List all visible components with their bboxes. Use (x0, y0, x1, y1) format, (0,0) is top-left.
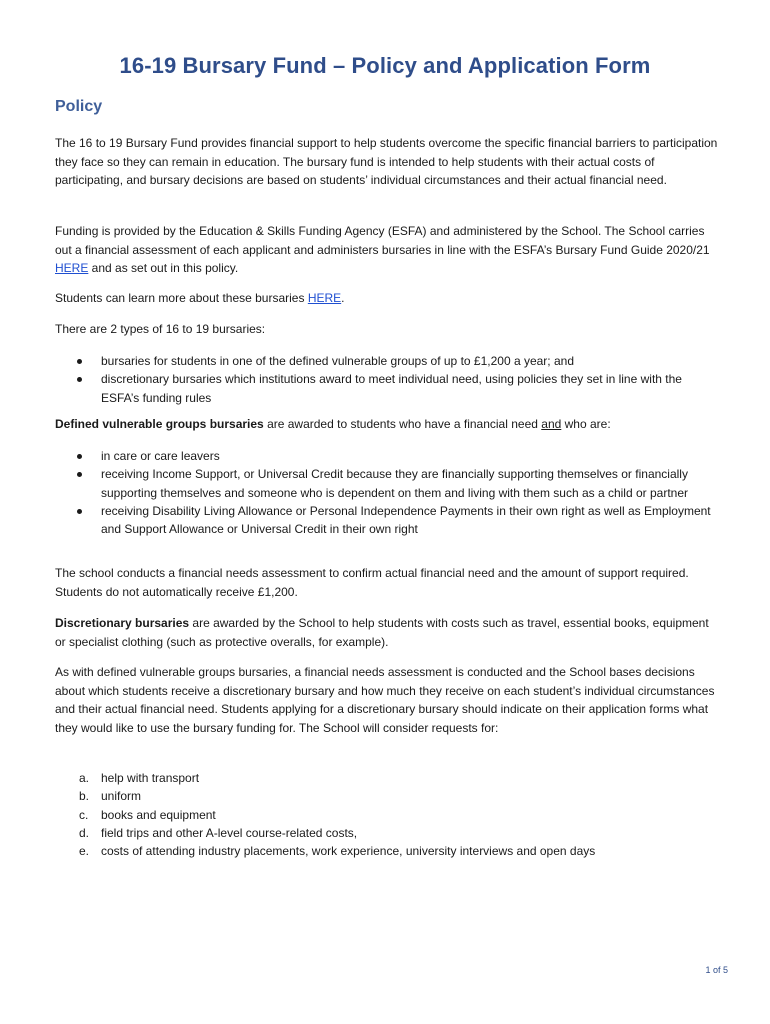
document-title: 16-19 Bursary Fund – Policy and Application Form (119, 53, 651, 78)
list-item: receiving Disability Living Allowance or Personal Independence Payments in their own right as well as Employment and Support Allowance or Universal Credit in their own right (55, 502, 720, 539)
paragraph-funding-tail: and as set out in this policy. (88, 261, 239, 276)
vulnerable-groups-list (55, 447, 720, 538)
list-item (55, 824, 720, 842)
list-item-text: books and equipment (101, 807, 216, 822)
discretionary-bold: Discretionary bursaries (55, 616, 190, 630)
paragraph-learn-more (55, 289, 720, 308)
list-item (55, 806, 720, 824)
list-item (55, 787, 720, 805)
list-marker: b. (79, 789, 90, 804)
list-item-text: field trips and other A-level course-related costs, (101, 825, 358, 840)
vulnerable-groups-bold: Defined vulnerable groups bursaries (55, 417, 264, 431)
list-item: bursaries for students in one of the defined vulnerable groups of up to £1,200 a year; and (55, 352, 720, 370)
list-item: discretionary bursaries which institutions award to meet individual need, using policies they set in line with the ESFA’s funding rules (55, 370, 720, 407)
bursary-types-list (55, 352, 720, 407)
vulnerable-groups-underline: and (541, 417, 562, 431)
list-item-text: help with transport (101, 771, 200, 785)
list-marker: c. (79, 807, 89, 822)
list-item-text: uniform (101, 789, 142, 804)
list-item: in care or care leavers (55, 447, 720, 465)
list-marker: a. (79, 771, 90, 785)
paragraph-vulnerable-groups (55, 415, 720, 434)
list-item: receiving Income Support, or Universal Credit because they are financially supporting themselves or financially supporting themselves and someone who is dependent on them and living with them such as a child or partner (55, 465, 720, 502)
list-marker: d. (79, 825, 90, 840)
paragraph-needs-assessment: The school conducts a financial needs assessment to confirm actual financial need and the amount of support required. Students do not automatically receive £1,200. (55, 566, 689, 599)
learn-more-link[interactable]: HERE (307, 291, 342, 305)
vulnerable-groups-text: are awarded to students who have a financial need (263, 417, 542, 431)
vulnerable-groups-tail: who are: (561, 417, 611, 431)
list-item (55, 769, 720, 787)
paragraph-requests-intro: As with defined vulnerable groups bursaries, a financial needs assessment is conducted and the School bases decisions about which students receive a discretionary bursary and how much they receive on each student’s individual circumstances and their actual financial need. Students applying for a discretionary bursary should indicate on their application forms what they would like to use the bursary funding for. The School will consider requests for: (55, 665, 715, 736)
paragraph-intro: The 16 to 19 Bursary Fund provides financial support to help students overcome the specific financial barriers to participation they face so they can remain in education. The bursary fund is intended to help students with their actual costs of participating, and bursary decisions are based on students’ individual circumstances and their actual financial need. (55, 136, 718, 188)
paragraph-learn-more-text: Students can learn more about these bursaries (55, 291, 308, 305)
requests-list (55, 769, 720, 860)
section-heading-policy: Policy (55, 98, 103, 115)
list-item (55, 842, 720, 860)
discretionary-text: are awarded by the School to help students with costs such as travel, essential books, equipment or specialist clothing (such as protective overalls, for example). (55, 616, 709, 649)
paragraph-funding-text: Funding is provided by the Education & Skills Funding Agency (ESFA) and administered by the School. The School carries out a financial assessment of each applicant and administers bursaries in line with the ESFA’s Bursary Fund Guide 2020/21 (55, 224, 710, 257)
paragraph-types-intro: There are 2 types of 16 to 19 bursaries: (55, 322, 266, 336)
page-number: 1 of 5 (705, 965, 728, 975)
paragraph-discretionary (55, 614, 720, 651)
paragraph-funding (55, 222, 720, 278)
paragraph-learn-more-tail: . (341, 291, 345, 305)
list-item-text: costs of attending industry placements, work experience, university interviews and open days (101, 844, 596, 859)
esfa-guide-link[interactable]: HERE (55, 261, 89, 276)
list-marker: e. (79, 844, 90, 859)
